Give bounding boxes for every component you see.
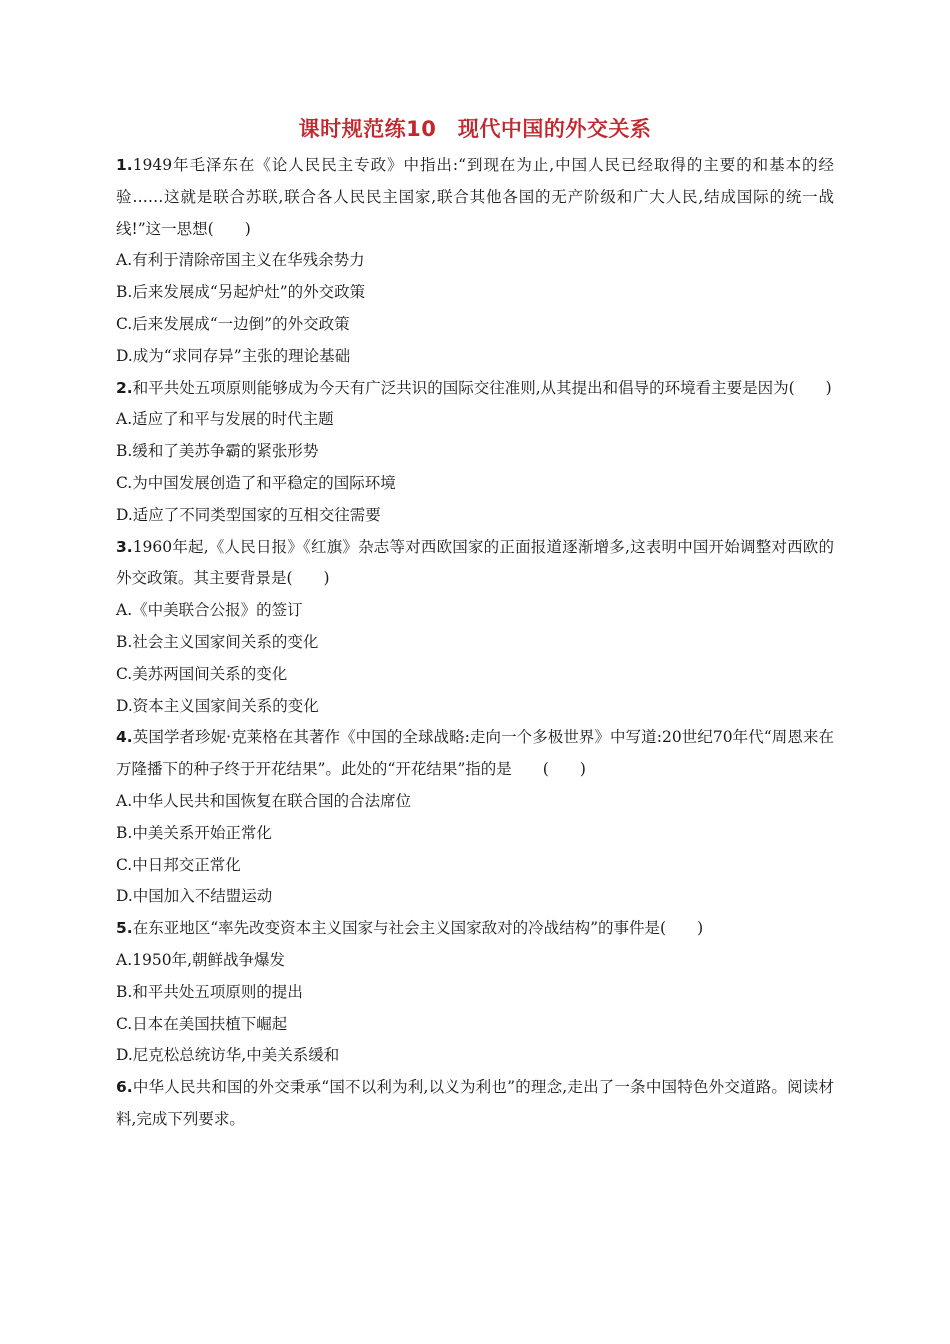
option-b: B.中美关系开始正常化 bbox=[116, 823, 272, 842]
option-c: C.中日邦交正常化 bbox=[116, 855, 241, 874]
question-5 bbox=[116, 913, 834, 1072]
question-stem bbox=[116, 532, 834, 596]
option-a: A.1950年,朝鲜战争爆发 bbox=[116, 950, 285, 969]
question-text: 英国学者珍妮·克莱格在其著作《中国的全球战略:走向一个多极世界》中写道:20世纪70年代“周恩来在万隆播下的种子终于开花结果”。此处的“开花结果”指的是 ( ) bbox=[116, 728, 834, 779]
option-d: D.中国加入不结盟运动 bbox=[116, 887, 273, 906]
option-a: A.适应了和平与发展的时代主题 bbox=[116, 410, 334, 429]
page-title: 课时规范练10 现代中国的外交关系 bbox=[298, 117, 652, 141]
option-b: B.后来发展成“另起炉灶”的外交政策 bbox=[116, 283, 366, 302]
question-stem bbox=[116, 913, 834, 945]
question-text: 1949年毛泽东在《论人民民主专政》中指出:“到现在为止,中国人民已经取得的主要的和基本的经验……这就是联合苏联,联合各人民民主国家,联合其他各国的无产阶级和广大人民,结成国际的统一战线!”这一思想( ) bbox=[116, 156, 834, 238]
option-d: D.成为“求同存异”主张的理论基础 bbox=[116, 346, 351, 365]
option-c: C.后来发展成“一边倒”的外交政策 bbox=[116, 314, 350, 333]
question-stem bbox=[116, 150, 834, 245]
question-number: 6. bbox=[116, 1078, 133, 1097]
option-a: A.中华人民共和国恢复在联合国的合法席位 bbox=[116, 791, 412, 810]
question-1 bbox=[116, 150, 834, 373]
option-d: D.尼克松总统访华,中美关系缓和 bbox=[116, 1046, 340, 1065]
option-b: B.缓和了美苏争霸的紧张形势 bbox=[116, 442, 319, 461]
question-stem bbox=[116, 1072, 834, 1136]
question-stem bbox=[116, 373, 834, 405]
question-3 bbox=[116, 532, 834, 723]
question-number: 3. bbox=[116, 537, 133, 556]
option-a: A.《中美联合公报》的签订 bbox=[116, 601, 303, 620]
question-number: 5. bbox=[116, 919, 133, 938]
question-text: 中华人民共和国的外交秉承“国不以利为利,以义为利也”的理念,走出了一条中国特色外交道路。阅读材料,完成下列要求。 bbox=[116, 1078, 834, 1128]
option-c: C.美苏两国间关系的变化 bbox=[116, 664, 288, 683]
option-c: C.为中国发展创造了和平稳定的国际环境 bbox=[116, 473, 396, 492]
question-stem bbox=[116, 722, 834, 786]
option-d: D.适应了不同类型国家的互相交往需要 bbox=[116, 505, 381, 524]
question-6 bbox=[116, 1072, 834, 1136]
option-d: D.资本主义国家间关系的变化 bbox=[116, 696, 319, 715]
question-number: 1. bbox=[116, 156, 133, 174]
question-text: 在东亚地区“率先改变资本主义国家与社会主义国家敌对的冷战结构”的事件是( ) bbox=[132, 919, 704, 938]
option-b: B.和平共处五项原则的提出 bbox=[116, 982, 303, 1001]
question-number: 4. bbox=[116, 728, 133, 747]
question-text: 和平共处五项原则能够成为今天有广泛共识的国际交往准则,从其提出和倡导的环境看主要是因为( ) bbox=[132, 378, 832, 397]
question-4 bbox=[116, 722, 834, 913]
question-list bbox=[116, 150, 834, 1136]
question-number: 2. bbox=[116, 378, 133, 397]
question-2 bbox=[116, 373, 834, 532]
question-text: 1960年起,《人民日报》《红旗》杂志等对西欧国家的正面报道逐渐增多,这表明中国开始调整对西欧的外交政策。其主要背景是( ) bbox=[116, 537, 834, 588]
option-c: C.日本在美国扶植下崛起 bbox=[116, 1014, 288, 1033]
option-a: A.有利于清除帝国主义在华残余势力 bbox=[116, 251, 365, 270]
option-b: B.社会主义国家间关系的变化 bbox=[116, 632, 319, 651]
